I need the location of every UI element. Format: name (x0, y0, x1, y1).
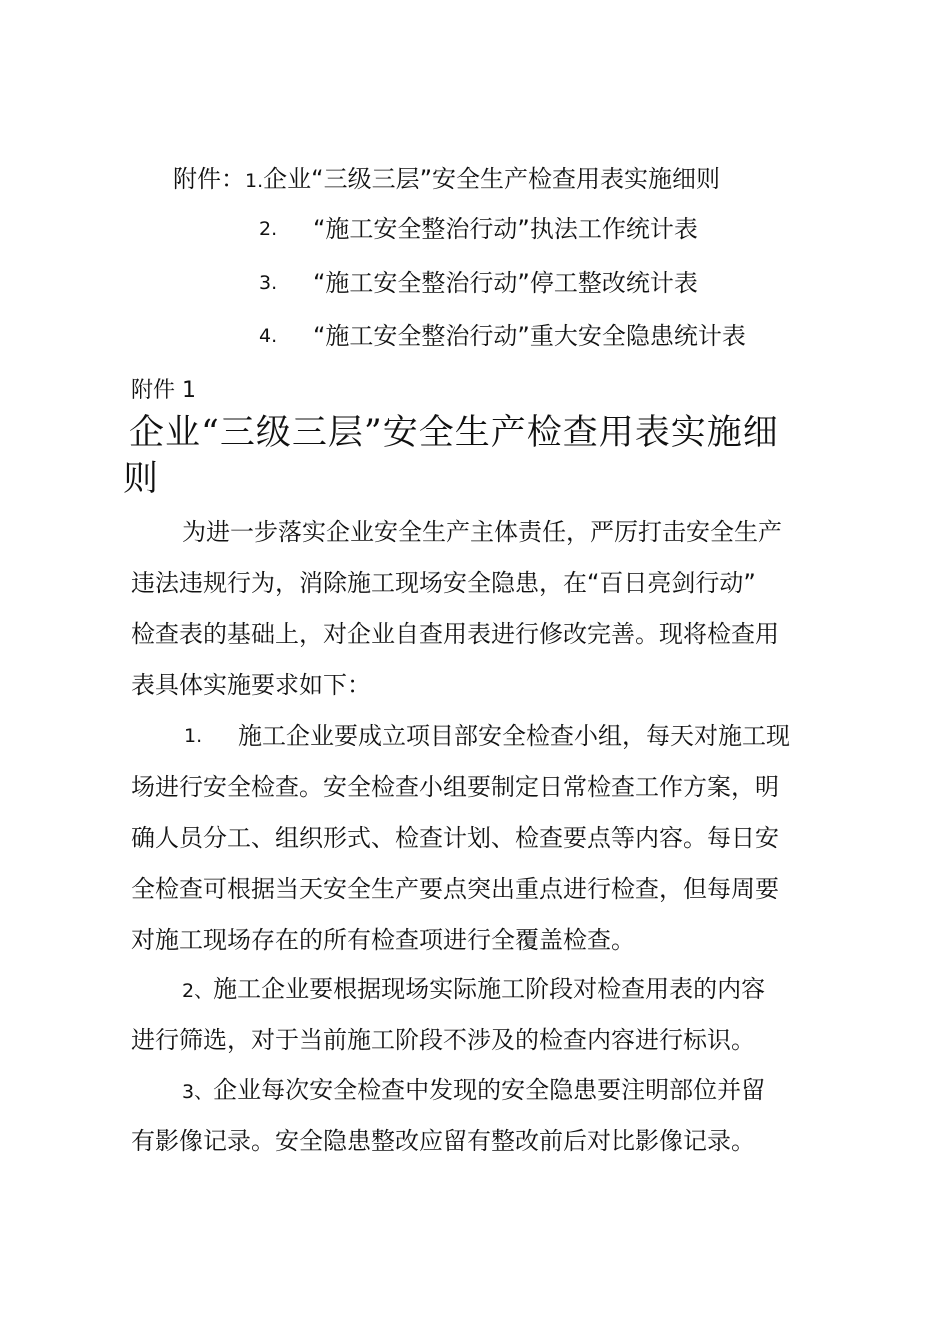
attachment-number: 3. (259, 272, 278, 294)
item-line: 确人员分工、组织形式、检查计划、检查要点等内容。每日安 (131, 824, 779, 852)
item-line: 进行筛选，对于当前施工阶段不涉及的检查内容进行标识。 (131, 1026, 755, 1054)
item-first-text: 企业每次安全检查中发现的安全隐患要注明部位并留 (213, 1076, 766, 1104)
intro-line: 检查表的基础上，对企业自查用表进行修改完善。现将检查用 (131, 620, 779, 648)
item-line: 有影像记录。安全隐患整改应留有整改前后对比影像记录。 (131, 1127, 755, 1155)
intro-line: 违法违规行为，消除施工现场安全隐患，在“百日亮剑行动” (131, 569, 756, 597)
item-line: 场进行安全检查。安全检查小组要制定日常检查工作方案，明 (131, 773, 779, 801)
item-number: 1. (184, 725, 203, 747)
item-line: 全检查可根据当天安全生产要点突出重点进行检查，但每周要 (131, 875, 779, 903)
item-first-text: 施工企业要根据现场实际施工阶段对检查用表的内容 (213, 975, 766, 1003)
attachment-number: 1. (245, 170, 264, 192)
intro-line: 表具体实施要求如下： (131, 671, 371, 699)
attachment-title: “施工安全整治行动”重大安全隐患统计表 (313, 322, 746, 350)
attachment-prefix: 附件： (173, 165, 245, 193)
attachment-title: 企业“三级三层”安全生产检查用表实施细则 (263, 165, 721, 193)
item-first-line: 施工企业要成立项目部安全检查小组，每天对施工现 (238, 722, 790, 750)
item-line: 对施工现场存在的所有检查项进行全覆盖检查。 (131, 926, 635, 954)
section-label: 附件 1 (131, 378, 196, 403)
intro-line: 为进一步落实企业安全生产主体责任，严厉打击安全生产 (182, 518, 782, 546)
attachment-line-1 (173, 164, 720, 196)
attachment-title: “施工安全整治行动”执法工作统计表 (313, 215, 698, 243)
item-number: 2、 (182, 980, 214, 1002)
attachment-title: “施工安全整治行动”停工整改统计表 (313, 269, 698, 297)
item-number: 3、 (182, 1081, 214, 1103)
item-first-line (182, 1075, 765, 1107)
attachment-number: 2. (259, 218, 278, 240)
item-first-line (182, 974, 765, 1006)
document-title-line-1: 企业“三级三层”安全生产检查用表实施细 (129, 413, 779, 453)
document-title-line-2: 则 (123, 459, 160, 499)
attachment-number: 4. (259, 325, 278, 347)
